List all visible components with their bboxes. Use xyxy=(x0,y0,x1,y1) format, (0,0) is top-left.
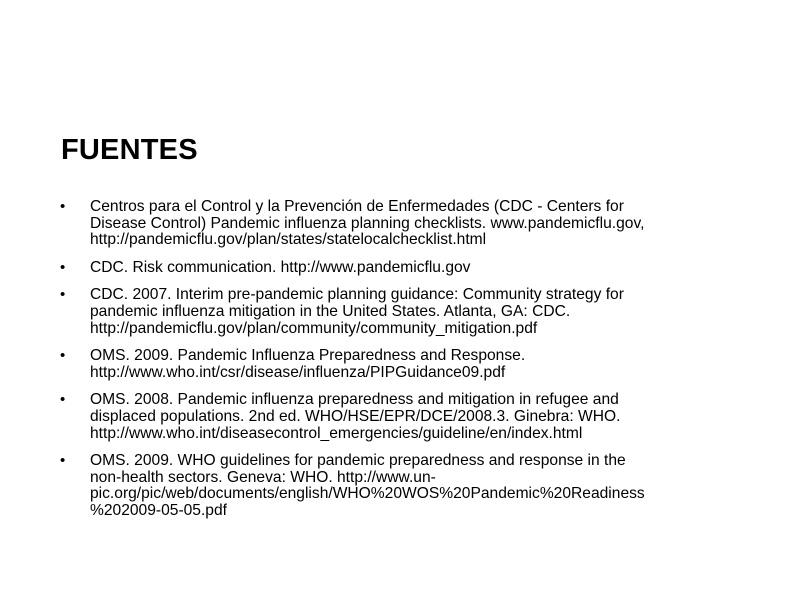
bullet-icon: • xyxy=(60,452,66,470)
source-text xyxy=(90,348,728,381)
source-text xyxy=(90,453,728,519)
bullet-icon: • xyxy=(60,258,66,276)
source-line: non-health sectors. Geneva: WHO. http://www.un- xyxy=(90,468,436,486)
source-text xyxy=(90,287,728,337)
source-line: OMS. 2009. Pandemic Influenza Preparedness and Response. xyxy=(90,347,526,365)
slide-title: FUENTES xyxy=(61,134,198,166)
source-line: http://www.who.int/diseasecontrol_emergencies/guideline/en/index.html xyxy=(90,424,583,442)
source-line: %202009-05-05.pdf xyxy=(90,501,227,519)
source-line: OMS. 2008. Pandemic influenza preparedness and mitigation in refugee and xyxy=(90,391,619,409)
list-item xyxy=(58,392,728,442)
source-line: OMS. 2009. WHO guidelines for pandemic preparedness and response in the xyxy=(90,452,626,470)
source-line: pandemic influenza mitigation in the United States. Atlanta, GA: CDC. xyxy=(90,302,571,320)
source-text xyxy=(90,260,728,277)
list-item xyxy=(58,260,728,277)
list-item xyxy=(58,199,728,249)
list-item xyxy=(58,348,728,381)
source-line: pic.org/pic/web/documents/english/WHO%20WOS%20Pandemic%20Readiness xyxy=(90,485,645,503)
source-text xyxy=(90,392,728,442)
source-line: http://pandemicflu.gov/plan/community/community_mitigation.pdf xyxy=(90,319,538,337)
bullet-icon: • xyxy=(60,347,66,365)
source-line: CDC. Risk communication. http://www.pandemicflu.gov xyxy=(90,258,471,276)
list-item xyxy=(58,287,728,337)
source-line: Disease Control) Pandemic influenza planning checklists. www.pandemicflu.gov, xyxy=(90,214,645,232)
source-line: displaced populations. 2nd ed. WHO/HSE/EPR/DCE/2008.3. Ginebra: WHO. xyxy=(90,407,621,425)
bullet-icon: • xyxy=(60,391,66,409)
source-line: http://pandemicflu.gov/plan/states/statelocalchecklist.html xyxy=(90,231,487,249)
source-line: http://www.who.int/csr/disease/influenza/PIPGuidance09.pdf xyxy=(90,363,506,381)
bullet-icon: • xyxy=(60,286,66,304)
source-line: CDC. 2007. Interim pre-pandemic planning guidance: Community strategy for xyxy=(90,286,624,304)
sources-list xyxy=(58,199,728,531)
source-line: Centros para el Control y la Prevención de Enfermedades (CDC - Centers for xyxy=(90,198,624,215)
source-text xyxy=(90,199,728,249)
list-item xyxy=(58,453,728,519)
bullet-icon: • xyxy=(60,198,66,215)
